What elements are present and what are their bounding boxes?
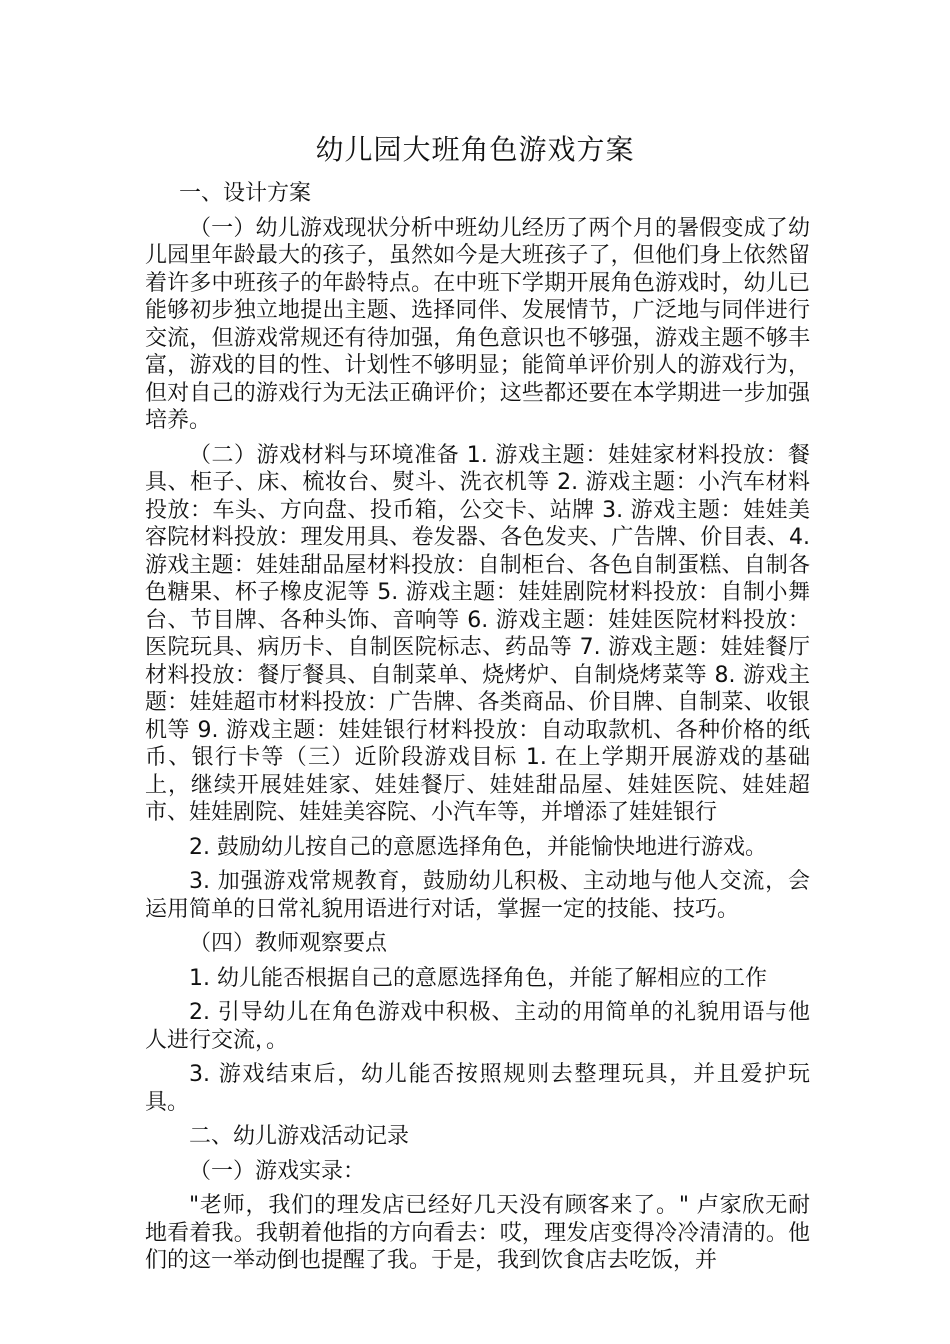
paragraph-observation-1: 1. 幼儿能否根据自己的意愿选择角色，并能了解相应的工作 xyxy=(189,965,767,991)
subheading-observation: （四）教师观察要点 xyxy=(189,931,388,956)
document-body xyxy=(145,180,810,1282)
document-title: 幼儿园大班角色游戏方案 xyxy=(315,133,635,166)
section-heading-design: 一、设计方案 xyxy=(179,181,312,206)
subheading-game-record: （一）游戏实录： xyxy=(189,1158,366,1184)
paragraph-record-text: "老师，我们的理发店已经好几天没有顾客来了。" 卢家欣无耐地看着我。我朝着他指的方向看去：哎，理发店变得冷冷清清的。他们的这一举动倒也提醒了我。于是，我到饮食店去吃饭，并 xyxy=(145,1193,810,1273)
section-heading-records: 二、幼儿游戏活动记录 xyxy=(189,1124,410,1149)
paragraph-goal-2: 2. 鼓励幼儿按自己的意愿选择角色，并能愉快地进行游戏。 xyxy=(189,834,767,860)
paragraph-observation-2: 2. 引导幼儿在角色游戏中积极、主动的用简单的礼貌用语与他人进行交流，。 xyxy=(145,1000,810,1053)
paragraph-status-analysis: （一）幼儿游戏现状分析中班幼儿经历了两个月的暑假变成了幼儿园里年龄最大的孩子，虽然如今是大班孩子了，但他们身上依然留着许多中班孩子的年龄特点。在中班下学期开展角色游戏时，幼儿已能够初步独立地提出主题、选择同伴、发展情节，广泛地与同伴进行交流，但游戏常规还有待加强，角色意识也不够强，游戏主题不够丰富，游戏的目的性、计划性不够明显；能简单评价别人的游戏行为，但对自己的游戏行为无法正确评价；这些都还要在本学期进一步加强培养。 xyxy=(145,215,810,433)
paragraph-observation-3: 3. 游戏结束后，幼儿能否按照规则去整理玩具，并且爱护玩具。 xyxy=(145,1062,810,1115)
paragraph-goal-3: 3. 加强游戏常规教育，鼓励幼儿积极、主动地与他人交流，会运用简单的日常礼貌用语进行对话，掌握一定的技能、技巧。 xyxy=(145,869,810,922)
paragraph-materials: （二）游戏材料与环境准备 1. 游戏主题：娃娃家材料投放：餐具、柜子、床、梳妆台、熨斗、洗衣机等 2. 游戏主题：小汽车材料投放：车头、方向盘、投币箱，公交卡、站牌 3. 游戏主题：娃娃美容院材料投放：理发用具、卷发器、各色发夹、广告牌、价目表、4. 游戏主题：娃娃甜品屋材料投放：自制柜台、各色自制蛋糕、自制各色糖果、杯子橡皮泥等 5. 游戏主题：娃娃剧院材料投放：自制小舞台、节目牌、各种头饰、音响等 6. 游戏主题：娃娃医院材料投放：医院玩具、病历卡、自制医院标志、药品等 7. 游戏主题：娃娃餐厅材料投放：餐厅餐具、自制菜单、烧烤炉、自制烧烤菜等 8. 游戏主题：娃娃超市材料投放：广告牌、各类商品、价目牌、自制菜、收银机等 9. 游戏主题：娃娃银行材料投放：自动取款机、各种价格的纸币、银行卡等（三）近阶段游戏目标 1. 在上学期开展游戏的基础上，继续开展娃娃家、娃娃餐厅、娃娃甜品屋、娃娃医院、娃娃超市、娃娃剧院、娃娃美容院、小汽车等，并增添了娃娃银行 xyxy=(145,442,810,825)
